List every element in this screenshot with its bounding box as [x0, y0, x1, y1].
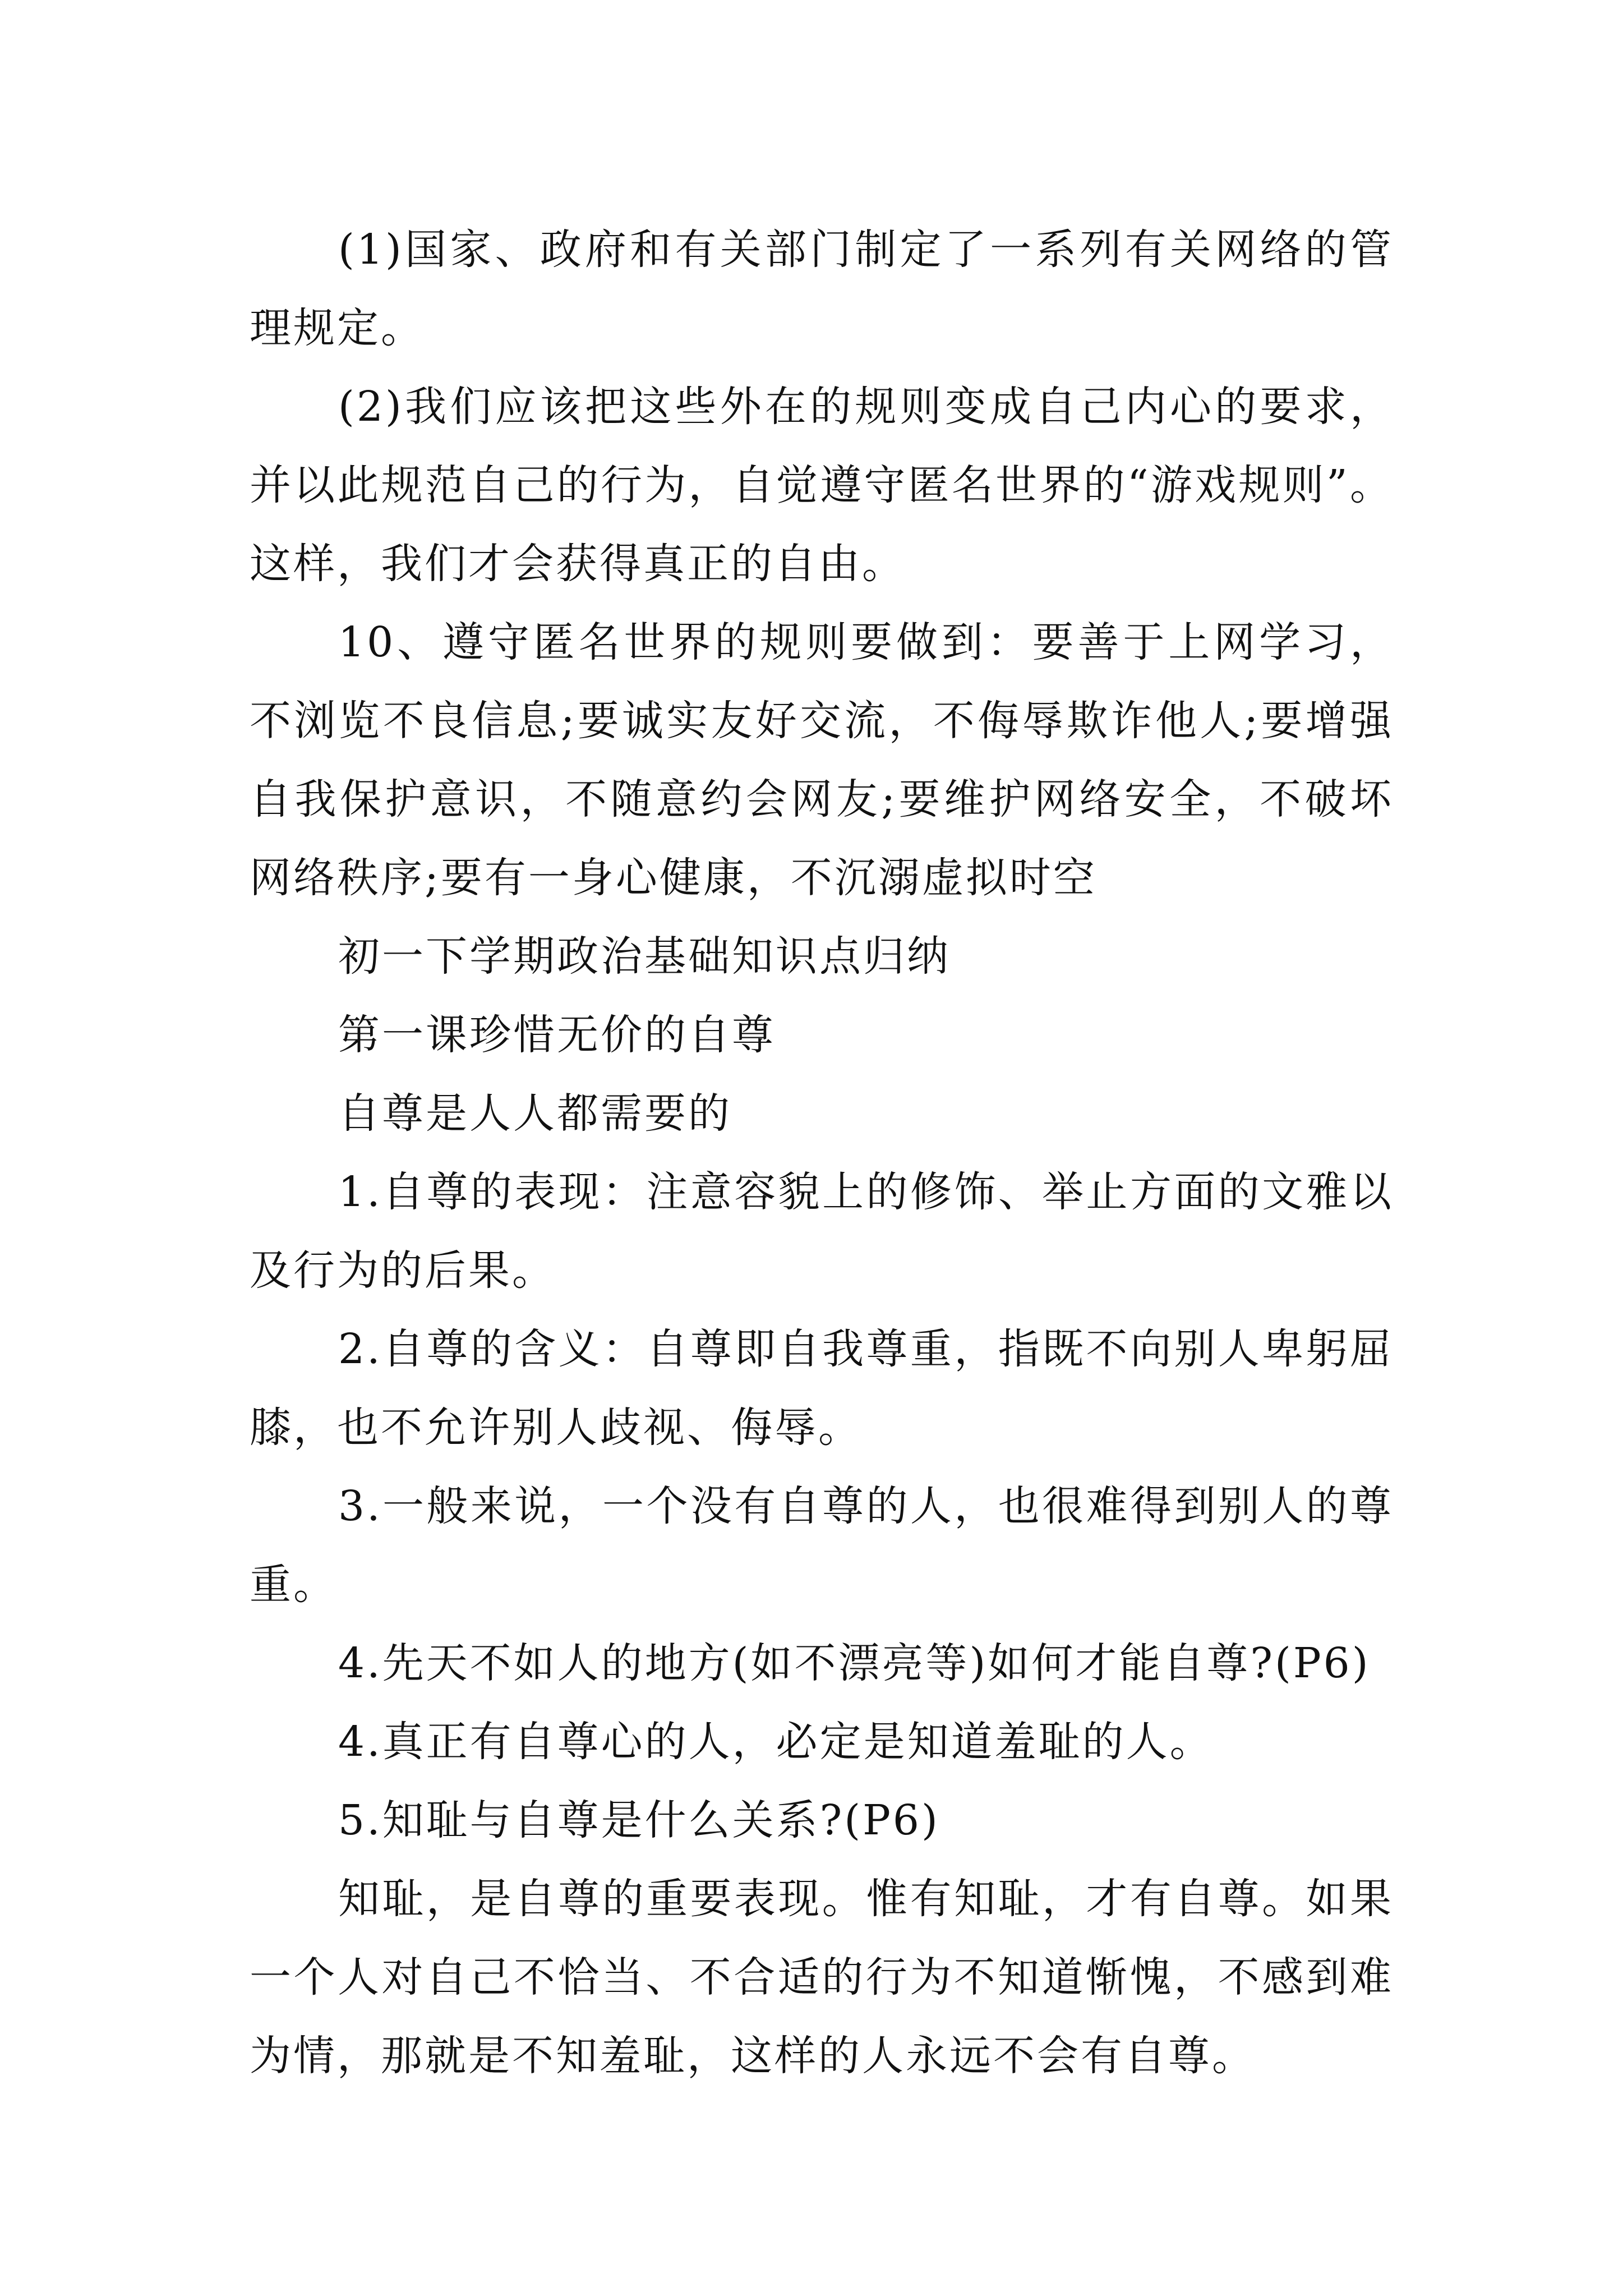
paragraph-sense-of-shame: 4.真正有自尊心的人，必定是知道羞耻的人。: [338, 1718, 1214, 1766]
section-heading-knowledge-summary: 初一下学期政治基础知识点归纳: [338, 932, 951, 981]
paragraph-shame-question: 5.知耻与自尊是什么关系?(P6): [338, 1796, 940, 1844]
subsection-heading: 自尊是人人都需要的: [338, 1089, 732, 1138]
paragraph-self-respect-expression: 1.自尊的表现：注意容貌上的修饰、举止方面的文雅以及行为的后果。: [250, 1168, 1394, 1295]
lesson-heading: 第一课珍惜无价的自尊: [338, 1011, 776, 1059]
paragraph-network-regulations: (1)国家、政府和有关部门制定了一系列有关网络的管理规定。: [250, 226, 1394, 352]
document-body: [250, 210, 1394, 2095]
paragraph-innate-shortcomings: 4.先天不如人的地方(如不漂亮等)如何才能自尊?(P6): [338, 1639, 1371, 1687]
paragraph-shame-answer: 知耻，是自尊的重要表现。惟有知耻，才有自尊。如果一个人对自己不恰当、不合适的行为不知道惭愧，不感到难为情，那就是不知羞耻，这样的人永远不会有自尊。: [250, 1875, 1394, 2080]
paragraph-self-respect-meaning: 2.自尊的含义：自尊即自我尊重，指既不向别人卑躬屈膝，也不允许别人歧视、侮辱。: [250, 1325, 1394, 1452]
paragraph-anonymous-world-rules: 10、遵守匿名世界的规则要做到：要善于上网学习，不浏览不良信息;要诚实友好交流，不侮辱欺诈他人;要增强自我保护意识，不随意约会网友;要维护网络安全，不破坏网络秩序;要有一身心健康，不沉溺虚拟时空: [250, 618, 1394, 902]
paragraph-inner-requirements: (2)我们应该把这些外在的规则变成自己内心的要求，并以此规范自己的行为，自觉遵守匿名世界的“游戏规则”。这样，我们才会获得真正的自由。: [250, 383, 1394, 588]
paragraph-respect-from-others: 3.一般来说，一个没有自尊的人，也很难得到别人的尊重。: [250, 1482, 1394, 1609]
